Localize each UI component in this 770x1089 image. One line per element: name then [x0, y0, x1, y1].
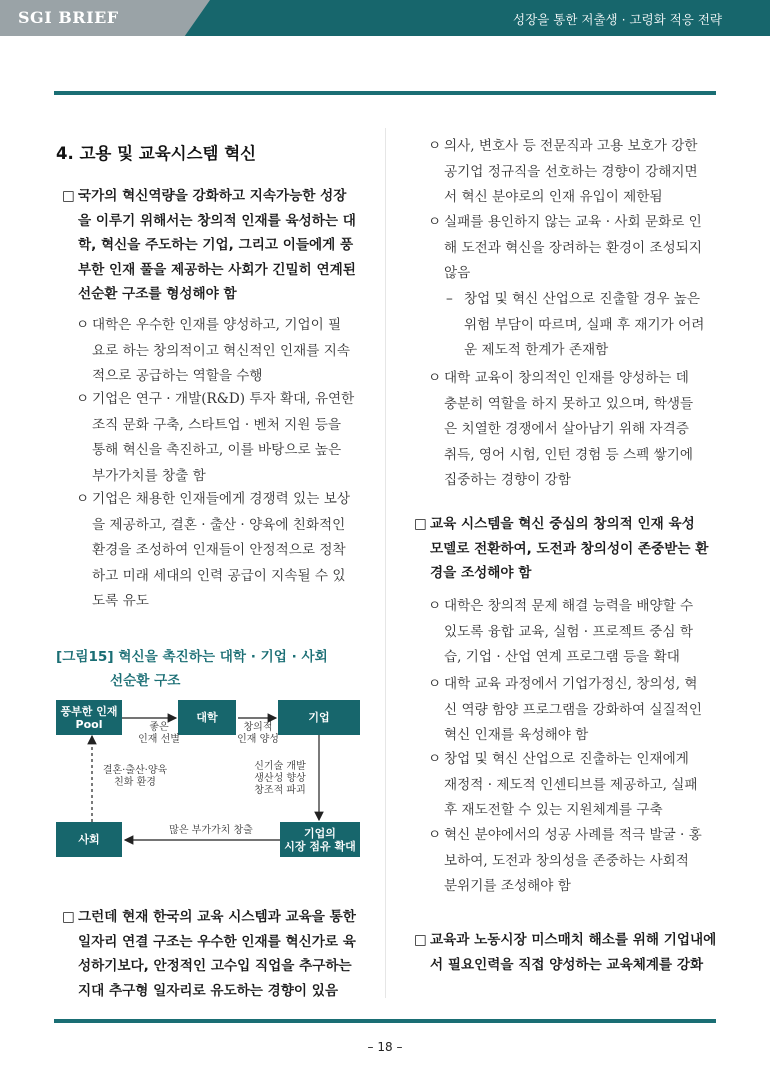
figure-caption-line-1: [그림15] 혁신을 촉진하는 대학 · 기업 · 사회 — [56, 649, 328, 665]
text-line: 적으로 공급하는 역할을 수행 — [92, 368, 263, 384]
box-label: 대학 — [196, 711, 218, 724]
text-line: 통해 혁신을 촉진하고, 이를 바탕으로 높은 — [92, 442, 342, 458]
page-number: – 18 – — [367, 1040, 403, 1054]
text-line: 기업은 연구 · 개발(R&D) 투자 확대, 유연한 — [92, 391, 355, 407]
circle-bullet: ㅇ — [428, 751, 442, 767]
text-line: 취득, 영어 시험, 인턴 경험 등 스펙 쌓기에 — [444, 446, 693, 463]
figure-caption-line-2: 선순환 구조 — [110, 673, 181, 689]
text-line: 있도록 융합 교육, 실험 · 프로젝트 중심 학 — [444, 623, 693, 640]
text-line: 을 제공하고, 결혼 · 출산 · 양육에 친화적인 — [92, 516, 346, 533]
text-line: 교육과 노동시장 미스매치 해소를 위해 기업내에 — [430, 932, 717, 948]
right-box-para-2 — [414, 928, 724, 977]
box-label: 기업의 — [304, 826, 336, 840]
brand-label: SGI BRIEF — [18, 8, 119, 27]
text-line: 은 치열한 경쟁에서 살아남기 위해 자격증 — [444, 421, 689, 437]
text-line: 서 필요인력을 직접 양성하는 교육체계를 강화 — [430, 956, 704, 973]
text-line: 조직 문화 구축, 스타트업 · 벤처 지원 등을 — [92, 416, 341, 433]
circle-bullet: ㅇ — [76, 491, 90, 507]
text-line: 성하기보다, 안정적인 고수입 직업을 추구하는 — [78, 958, 352, 974]
text-line: 서 혁신 분야로의 인재 유입이 제한됨 — [444, 189, 663, 205]
label-good-talent: 좋은 인재 선별 — [138, 722, 180, 745]
text-line: 기업은 채용한 인재들에게 경쟁력 있는 보상 — [92, 491, 350, 507]
text-line: 분위기를 조성해야 함 — [444, 878, 571, 894]
box-bullet: □ — [62, 909, 75, 925]
circle-bullet: ㅇ — [76, 391, 90, 407]
text-line: 을 이루기 위해서는 창의적 인재를 육성하는 대 — [78, 212, 356, 229]
text-line: 하고 미래 세대의 인력 공급이 지속될 수 있 — [92, 567, 346, 584]
text-line: 해 도전과 혁신을 장려하는 환경이 조성되지 — [444, 239, 702, 256]
text-line: 교육 시스템을 혁신 중심의 창의적 인재 육성 — [430, 516, 695, 532]
box-label: 시장 점유 확대 — [284, 839, 356, 853]
right-circle-item-5 — [428, 672, 720, 749]
circle-bullet: ㅇ — [428, 676, 442, 692]
text-line: 도록 유도 — [92, 593, 149, 609]
text-line: 재정적 · 제도적 인센티브를 제공하고, 실패 — [444, 776, 698, 793]
text-line: 신 역량 함양 프로그램을 강화하여 실질적인 — [444, 701, 702, 718]
text-line: 실패를 용인하지 않는 교육 · 사회 문화로 인 — [444, 214, 702, 230]
text-line: 대학 교육 과정에서 기업가정신, 창의성, 혁 — [444, 676, 698, 692]
box-market-share — [280, 822, 360, 857]
text-line: 대학은 우수한 인재를 양성하고, 기업이 필 — [92, 317, 342, 333]
circle-bullet: ㅇ — [76, 317, 90, 333]
text-line: 혁신 인재를 육성해야 함 — [444, 727, 589, 743]
box-society — [56, 822, 122, 857]
report-title: 성장을 통한 저출생 · 고령화 적응 전략 — [513, 12, 722, 27]
box-label: Pool — [75, 717, 103, 731]
circle-bullet: ㅇ — [428, 214, 442, 230]
text-line: 후 재도전할 수 있는 지원체계를 구축 — [444, 802, 663, 818]
text-line: 경을 조성해야 함 — [430, 565, 532, 581]
section-heading: 4. 고용 및 교육시스템 혁신 — [56, 144, 257, 163]
left-box-para-2 — [62, 905, 374, 1003]
text-line: 지대 추구형 일자리로 유도하는 경향이 있음 — [78, 982, 339, 999]
text-line: 환경을 조성하여 인재들이 안정적으로 정착 — [92, 542, 346, 558]
text-line: 창업 및 혁신 산업으로 진출하는 인재에게 — [444, 751, 689, 767]
text-line: 부가가치를 창출 함 — [92, 467, 206, 484]
text-line: 요로 하는 창의적이고 혁신적인 인재를 지속 — [92, 342, 350, 359]
bottom-rule — [54, 1019, 716, 1023]
right-circle-item-2 — [428, 210, 720, 287]
text-line: 대학 교육이 창의적인 인재를 양성하는 데 — [444, 370, 689, 386]
text-line: 국가의 혁신역량을 강화하고 지속가능한 성장 — [78, 188, 347, 204]
text-line: 집중하는 경향이 강함 — [444, 472, 571, 488]
circle-bullet: ㅇ — [428, 138, 442, 154]
text-line: 않음 — [444, 265, 471, 281]
box-bullet: □ — [414, 932, 427, 948]
circle-bullet: ㅇ — [428, 370, 442, 386]
text-line: 선순환 구조를 형성해야 함 — [78, 286, 237, 302]
label-innovation: 신기술 개발 생산성 향상 창조적 파괴 — [254, 761, 306, 796]
text-line: 습, 기업 · 산업 연계 프로그램 등을 확대 — [444, 649, 680, 665]
label-creative-talent: 창의적 인재 양성 — [237, 722, 279, 745]
text-line: 대학은 창의적 문제 해결 능력을 배양할 수 — [444, 598, 694, 614]
text-line: 부한 인재 풀을 제공하는 사회가 긴밀히 연계된 — [78, 261, 356, 278]
text-line: 모델로 전환하여, 도전과 창의성이 존중받는 환 — [430, 540, 709, 557]
box-label: 사회 — [78, 833, 100, 846]
text-line: 창업 및 혁신 산업으로 진출할 경우 높은 — [464, 291, 701, 307]
right-circle-item-7 — [428, 823, 720, 900]
text-line: 일자리 연결 구조는 우수한 인재를 혁신가로 육 — [78, 933, 356, 950]
text-line: 그런데 현재 한국의 교육 시스템과 교육을 통한 — [78, 909, 356, 925]
right-circle-item-6 — [428, 747, 720, 824]
box-talent-pool — [56, 700, 122, 735]
label-value-added: 많은 부가가치 창출 — [169, 825, 253, 836]
right-circle-item-4 — [428, 594, 720, 671]
text-line: 의사, 변호사 등 전문직과 고용 보호가 강한 — [444, 138, 698, 154]
box-label: 기업 — [308, 711, 330, 724]
box-label: 풍부한 인재 — [60, 704, 118, 718]
text-line: 위험 부담이 따르며, 실패 후 재기가 어려 — [464, 316, 705, 333]
text-line: 학, 혁신을 주도하는 기업, 그리고 이들에게 풍 — [78, 237, 354, 253]
text-line: 충분히 역할을 하지 못하고 있으며, 학생들 — [444, 395, 694, 412]
right-circle-item-1 — [428, 134, 720, 211]
text-line: 혁신 분야에서의 성공 사례를 적극 발굴 · 홍 — [444, 827, 702, 843]
box-bullet: □ — [62, 188, 75, 204]
box-firm — [278, 700, 360, 735]
right-circle-item-3 — [428, 366, 720, 494]
label-family-friendly: 결혼·출산·양육 친화 환경 — [102, 765, 168, 788]
circle-bullet: ㅇ — [428, 827, 442, 843]
dash-bullet: – — [446, 291, 453, 307]
text-line: 운 제도적 한계가 존재함 — [464, 342, 609, 358]
circle-bullet: ㅇ — [428, 598, 442, 614]
text-line: 보하여, 도전과 창의성을 존중하는 사회적 — [444, 852, 689, 869]
box-bullet: □ — [414, 516, 427, 532]
text-line: 공기업 정규직을 선호하는 경향이 강해지면 — [444, 163, 698, 180]
right-dash-item-1 — [446, 287, 720, 364]
right-box-para-1 — [414, 512, 720, 586]
